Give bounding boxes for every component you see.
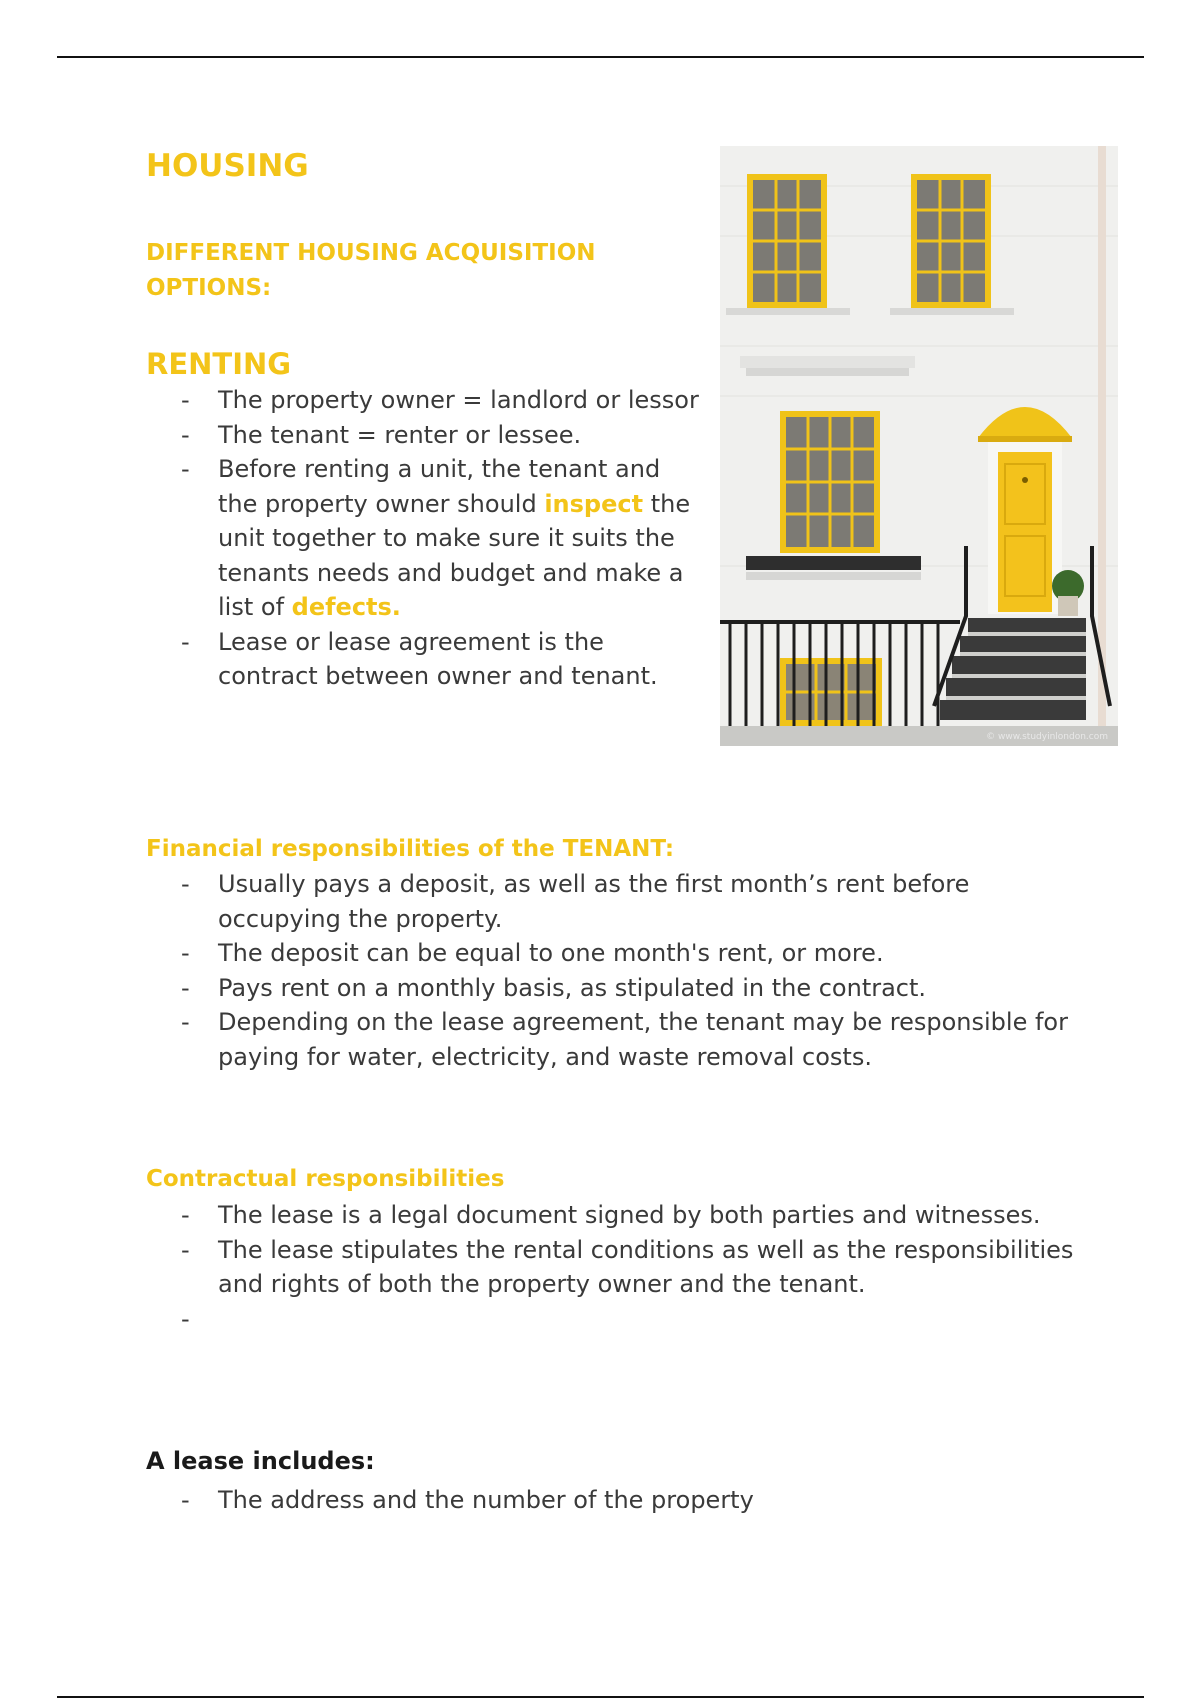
house-photo-illustration	[720, 146, 1118, 746]
list-item	[146, 936, 1086, 971]
list-item-text: Pays rent on a monthly basis, as stipulated in the contract.	[218, 973, 927, 1002]
list-item-text: The lease is a legal document signed by both parties and witnesses.	[218, 1201, 1041, 1229]
bullet-dash: -	[181, 1304, 190, 1333]
top-rule	[57, 56, 1144, 58]
photo-credit: © www.studyinlondon.com	[986, 732, 1108, 742]
list-item-text: The property owner = landlord or lessor	[218, 386, 699, 414]
list-item	[146, 418, 706, 453]
bullet-dash: -	[181, 1486, 190, 1514]
bullet-dash: -	[181, 1008, 190, 1036]
section-heading-renting: RENTING	[146, 347, 292, 381]
list-item-text: Depending on the lease agreement, the tenant may be responsible for paying for water, electricity, and waste removal costs.	[218, 1008, 1068, 1071]
lease-list	[146, 1483, 1086, 1518]
highlight-defects: defects.	[291, 593, 401, 621]
bullet-dash: -	[181, 386, 190, 414]
list-item	[146, 452, 706, 625]
contractual-list	[146, 1198, 1086, 1336]
page-title: HOUSING	[146, 148, 309, 184]
list-item	[146, 625, 706, 694]
list-item	[146, 1302, 1086, 1337]
list-item-text: Usually pays a deposit, as well as the first month’s rent before occupying the property.	[218, 870, 970, 933]
list-item-text: The lease stipulates the rental conditions as well as the responsibilities and rights of both the property owner and the tenant.	[218, 1235, 1074, 1298]
house-facade-photo	[720, 146, 1118, 746]
list-item-text: The tenant = renter or lessee.	[218, 420, 582, 449]
renting-list	[146, 383, 706, 694]
page-subtitle: DIFFERENT HOUSING ACQUISITION OPTIONS:	[146, 240, 596, 301]
bullet-dash: -	[181, 1201, 190, 1229]
list-item-text: Before renting a unit, the tenant and the property owner should	[218, 455, 661, 518]
bullet-dash: -	[181, 455, 190, 483]
list-item-text: The address and the number of the property	[218, 1486, 754, 1514]
list-item-text: Lease or lease agreement is the contract between owner and tenant.	[218, 627, 658, 690]
section-heading-contractual: Contractual responsibilities	[146, 1166, 505, 1192]
list-item	[146, 1233, 1086, 1302]
list-item	[146, 1483, 1086, 1518]
list-item-text: the unit together to make sure it suits the tenants needs and budget and make a list of	[218, 489, 691, 621]
bullet-dash: -	[181, 1235, 190, 1264]
bullet-dash: -	[181, 973, 190, 1002]
bullet-dash: -	[181, 870, 190, 898]
list-item	[146, 1198, 1086, 1233]
list-item	[146, 1005, 1086, 1074]
section-heading-financial: Financial responsibilities of the TENANT:	[146, 836, 675, 862]
bullet-dash: -	[181, 420, 190, 449]
financial-list	[146, 867, 1086, 1074]
bottom-rule	[57, 1696, 1144, 1698]
list-item-text: The deposit can be equal to one month's rent, or more.	[218, 939, 884, 967]
list-item	[146, 971, 1086, 1006]
list-item	[146, 383, 706, 418]
bullet-dash: -	[181, 939, 190, 967]
list-item	[146, 867, 1086, 936]
section-heading-lease: A lease includes:	[146, 1447, 375, 1475]
highlight-inspect: inspect	[544, 489, 644, 518]
bullet-dash: -	[181, 627, 190, 656]
